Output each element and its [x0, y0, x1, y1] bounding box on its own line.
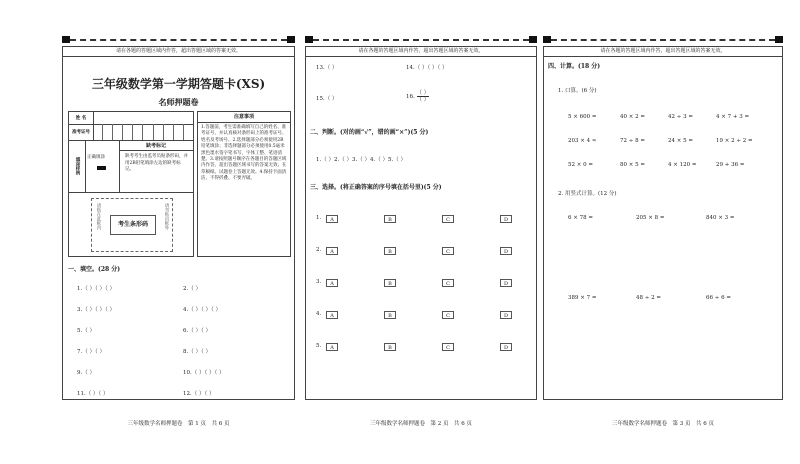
page-subtitle: 名师押题卷	[158, 97, 199, 107]
choice-option-c[interactable]: C	[442, 343, 454, 351]
answer-area	[543, 46, 783, 400]
barcode-area	[91, 198, 173, 252]
top-border	[305, 36, 537, 44]
question-10[interactable]: 10.（ ）（ ）（ ）	[183, 370, 225, 376]
filled-mark	[97, 166, 106, 170]
fraction-numerator: （ ）	[416, 90, 430, 96]
vertical-problem[interactable]: 6 × 78 =	[568, 215, 593, 221]
fraction-answer[interactable]	[417, 90, 430, 103]
oral-problem[interactable]: 29 + 36 =	[716, 162, 745, 168]
oral-problem[interactable]: 203 × 4 ≈	[568, 138, 597, 144]
choice-option-b[interactable]: B	[384, 279, 396, 287]
oral-problem[interactable]: 40 × 2 =	[620, 114, 645, 120]
oral-problem[interactable]: 80 × 5 =	[620, 162, 645, 168]
warning-text: 请在各题的答题区域内作答，超出答题区域的答案无效。	[63, 47, 294, 57]
page-footer: 三年级数学名师押题卷 第 2 页 共 6 页	[370, 421, 472, 427]
vertical-problem[interactable]: 205 × 8 =	[636, 215, 665, 221]
question-1[interactable]: 1.（ ）（ ）（ ）	[77, 286, 115, 292]
choice-row-number: 4.	[316, 311, 322, 317]
barcode-label: 考生条形码	[110, 215, 156, 235]
oral-problem[interactable]: 19 × 2 ÷ 2 =	[716, 138, 753, 144]
choice-option-b[interactable]: B	[384, 343, 396, 351]
oral-problem[interactable]: 4 × 120 =	[668, 162, 697, 168]
choice-option-d[interactable]: D	[500, 215, 512, 223]
exam-number-cells[interactable]	[93, 124, 193, 140]
choice-option-c[interactable]: C	[442, 215, 454, 223]
question-16[interactable]	[406, 90, 429, 103]
corner-mark	[287, 36, 295, 43]
page-footer: 三年级数学名师押题卷 第 3 页 共 6 页	[612, 421, 714, 427]
question-9[interactable]: 9.（ ）	[77, 370, 95, 376]
choice-option-d[interactable]: D	[500, 247, 512, 255]
warning-text: 请在各题的答题区域内作答，超出答题区域的答案无效。	[306, 47, 536, 57]
corner-mark	[543, 36, 551, 43]
barcode-side-note: 请贴在此框内	[96, 203, 101, 230]
student-info-box	[68, 111, 194, 257]
choice-row-number: 2.	[316, 247, 322, 253]
choice-option-a[interactable]: A	[326, 311, 338, 319]
correct-fill-label: 正确填涂	[87, 155, 105, 160]
instructions-text: 1.答题前，考生需准确填写自己的姓名、准考证号，并认真核对条形码上的准考证号、姓名及考场号。2.选择题部分必须使用2B铅笔填涂；非选择题部分必须使用0.5毫米黑色墨水签字笔书写，字体工整、笔迹清楚。3.请按照题号顺序在各题目的答题区域内作答，超出答题区域书写的答案无效；在草稿纸、试题卷上答题无效。4.保持卡面清洁，不得折叠、不要弄破。	[201, 125, 287, 182]
choice-option-b[interactable]: B	[384, 311, 396, 319]
judgment-answers[interactable]: 1.（ ）2.（ ）3.（ ）4.（ ）5.（ ）	[316, 157, 406, 163]
choice-option-d[interactable]: D	[500, 279, 512, 287]
instructions-header: 注意事项	[198, 112, 290, 123]
fill-sample-label: 填涂样例	[69, 140, 86, 192]
exam-number-row	[69, 124, 193, 141]
choice-row-number: 5.	[316, 343, 322, 349]
correct-fill-sample	[85, 140, 120, 192]
top-border	[62, 36, 295, 44]
choice-option-b[interactable]: B	[384, 247, 396, 255]
choice-option-a[interactable]: A	[326, 343, 338, 351]
absence-marker-text: 缺考考生由监考员贴条形码，并用2B铅笔填涂左边的缺考标记。	[125, 154, 188, 172]
section-choice: 三、选择。(将正确答案的序号填在括号里)(5 分)	[310, 184, 442, 191]
vertical-problem[interactable]: 66 ÷ 6 =	[706, 295, 731, 301]
oral-problem[interactable]: 72 ÷ 8 =	[620, 138, 645, 144]
top-border	[543, 36, 783, 44]
dashed-line	[551, 39, 775, 41]
choice-option-a[interactable]: A	[326, 247, 338, 255]
choice-option-d[interactable]: D	[500, 311, 512, 319]
vertical-problem[interactable]: 389 × 7 =	[568, 295, 597, 301]
section-fill-blank: 一、填空。(28 分)	[68, 266, 121, 273]
question-2[interactable]: 2.（ ）	[183, 286, 201, 292]
oral-problem[interactable]: 42 ÷ 3 =	[668, 114, 693, 120]
instructions-box	[197, 111, 291, 257]
dashed-line	[313, 39, 529, 41]
corner-mark	[529, 36, 537, 43]
choice-row-number: 1.	[316, 215, 322, 221]
vertical-problem[interactable]: 840 × 3 =	[706, 215, 735, 221]
choice-option-b[interactable]: B	[384, 215, 396, 223]
section-judgment: 二、判断。(对的画“√”，错的画“×”)(5 分)	[310, 129, 429, 136]
question-7[interactable]: 7.（ ）（ ）	[77, 349, 105, 355]
question-13[interactable]: 13.（ ）	[316, 65, 338, 71]
sub-section-vertical: 2. 用竖式计算。(12 分)	[558, 191, 617, 197]
answer-area	[62, 46, 295, 400]
barcode-side-note: 请勿贴出框外	[164, 203, 169, 230]
choice-option-c[interactable]: C	[442, 247, 454, 255]
choice-row-number: 3.	[316, 279, 322, 285]
answer-area	[305, 46, 537, 400]
choice-option-c[interactable]: C	[442, 279, 454, 287]
section-calculation: 四、计算。(18 分)	[548, 63, 601, 70]
question-3[interactable]: 3.（ ）（ ）（ ）	[77, 307, 115, 313]
question-4[interactable]: 4.（ ）（ ）（ ）	[183, 307, 221, 313]
dashed-line	[70, 39, 287, 41]
sub-section-oral: 1. 口算。(6 分)	[558, 88, 597, 94]
oral-problem[interactable]: 5 × 600 =	[568, 114, 597, 120]
fraction-denominator: （ ）	[416, 97, 430, 103]
name-label: 姓 名	[69, 112, 94, 124]
question-6[interactable]: 6.（ ）（ ）	[183, 328, 211, 334]
warning-text: 请在各题的答题区域内作答，超出答题区域的答案无效。	[544, 47, 782, 57]
corner-mark	[305, 36, 313, 43]
oral-problem[interactable]: 24 × 5 =	[668, 138, 693, 144]
question-8[interactable]: 8.（ ）（ ）	[183, 349, 211, 355]
corner-mark	[775, 36, 783, 43]
question-5[interactable]: 5.（ ）	[77, 328, 95, 334]
corner-mark	[62, 36, 70, 43]
choice-option-d[interactable]: D	[500, 343, 512, 351]
fill-sample-area	[69, 140, 193, 193]
question-12[interactable]: 12.（ ）（ ）	[183, 391, 215, 397]
page-footer: 三年级数学名师押题卷 第 1 页 共 6 页	[127, 421, 230, 427]
choice-option-c[interactable]: C	[442, 311, 454, 319]
exam-number-label: 准考证号	[69, 124, 94, 140]
vertical-problem[interactable]: 48 ÷ 2 =	[636, 295, 661, 301]
absence-marker	[119, 140, 193, 192]
oral-problem[interactable]: 4 × 7 + 3 =	[716, 114, 750, 120]
absence-marker-header: 缺考标记	[119, 142, 193, 151]
question-16-number: 16.	[406, 94, 415, 100]
question-11[interactable]: 11.（ ）（ ）	[77, 391, 109, 397]
oral-problem[interactable]: 52 × 0 =	[568, 162, 593, 168]
choice-option-a[interactable]: A	[326, 215, 338, 223]
question-14[interactable]: 14.（ ）（ ）（ ）	[406, 65, 448, 71]
choice-option-a[interactable]: A	[326, 279, 338, 287]
question-15[interactable]: 15.（ ）	[316, 96, 338, 102]
page-title: 三年级数学第一学期答题卡(XS)	[91, 77, 266, 91]
